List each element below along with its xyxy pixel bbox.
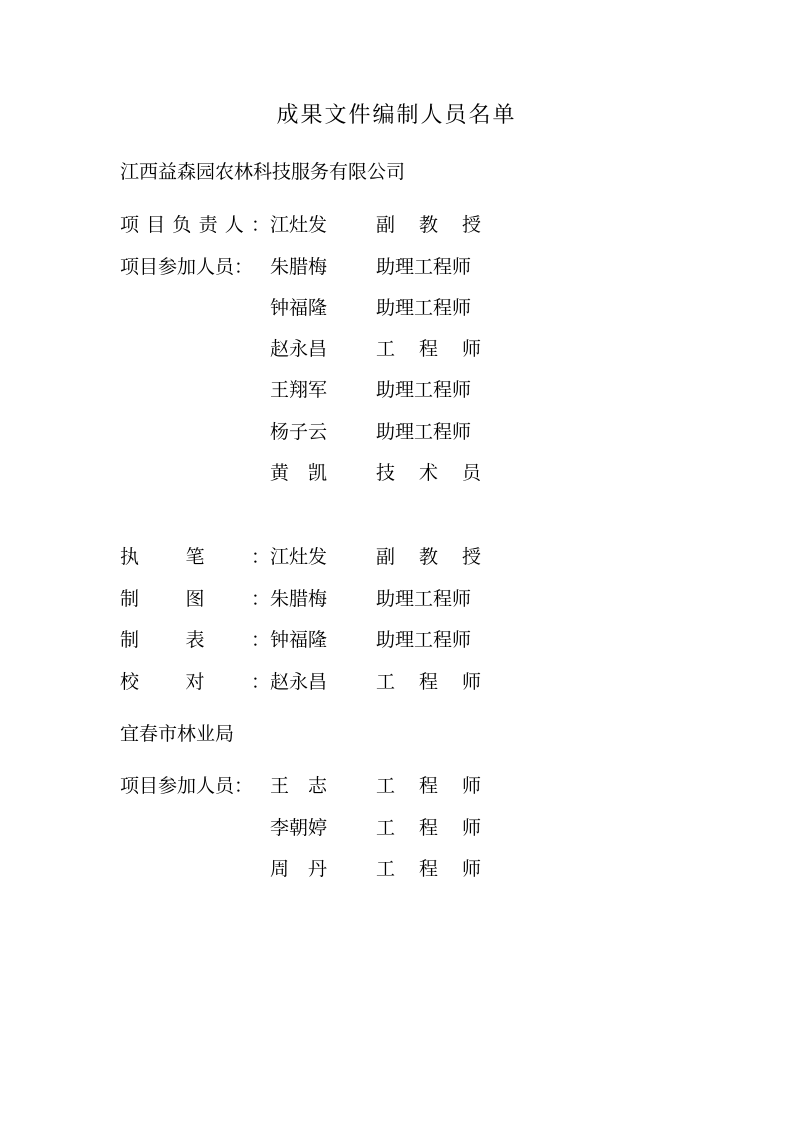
member-title: 助理工程师 xyxy=(376,421,472,443)
member-title xyxy=(376,771,482,801)
role-title xyxy=(376,667,482,697)
label-char: ： xyxy=(251,629,271,651)
label-char: 责 xyxy=(198,214,218,236)
title-char: 程 xyxy=(419,775,439,797)
label-char: 校 xyxy=(120,671,140,693)
leader-row xyxy=(120,210,600,240)
member-title xyxy=(376,813,482,843)
member-name xyxy=(270,458,360,488)
name-char: 黄 xyxy=(270,462,290,484)
title-char: 程 xyxy=(419,817,439,839)
title-char: 师 xyxy=(462,775,482,797)
member-title: 助理工程师 xyxy=(376,379,472,401)
name-char: 凯 xyxy=(308,462,328,484)
members-row xyxy=(120,293,600,323)
member-title xyxy=(376,334,482,364)
members-row xyxy=(120,417,600,447)
label-char: 制 xyxy=(120,629,140,651)
title-char: 程 xyxy=(419,338,439,360)
members-label: 项目参加人员： xyxy=(120,775,254,797)
member-name xyxy=(270,854,360,884)
role-row xyxy=(120,584,600,614)
member-name: 王翔军 xyxy=(270,379,328,401)
member-name: 李朝婷 xyxy=(270,817,328,839)
label-char: 执 xyxy=(120,546,140,568)
role-name: 江灶发 xyxy=(270,546,328,568)
member-title xyxy=(376,458,482,488)
member-title: 助理工程师 xyxy=(376,297,472,319)
role-name: 赵永昌 xyxy=(270,671,328,693)
role-name: 朱腊梅 xyxy=(270,588,328,610)
org-name-yichun: 宜春市林业局 xyxy=(120,723,235,745)
member-title: 助理工程师 xyxy=(376,256,472,278)
label-char: 人 xyxy=(224,214,244,236)
label-char: ： xyxy=(251,671,271,693)
members-label: 项目参加人员： xyxy=(120,256,254,278)
title-char: 员 xyxy=(462,462,482,484)
members-row xyxy=(120,458,600,488)
members-row xyxy=(120,813,600,843)
role-label xyxy=(120,542,270,572)
member-name: 赵永昌 xyxy=(270,338,328,360)
title-char: 副 xyxy=(376,214,396,236)
leader-label xyxy=(120,210,270,240)
title-char: 工 xyxy=(376,775,396,797)
label-char: 对 xyxy=(185,671,205,693)
label-char: 图 xyxy=(185,588,205,610)
title-char: 工 xyxy=(376,817,396,839)
label-char: 项 xyxy=(120,214,140,236)
members-row xyxy=(120,334,600,364)
name-char: 周 xyxy=(270,858,290,880)
leader-name: 江灶发 xyxy=(270,214,328,236)
label-char: ： xyxy=(251,588,271,610)
role-title xyxy=(376,542,482,572)
member-name xyxy=(270,771,360,801)
role-label xyxy=(120,667,270,697)
label-char: 笔 xyxy=(185,546,205,568)
name-char: 王 xyxy=(270,775,290,797)
title-char: 授 xyxy=(462,546,482,568)
role-title: 助理工程师 xyxy=(376,588,472,610)
title-char: 教 xyxy=(419,214,439,236)
role-row xyxy=(120,667,600,697)
title-char: 工 xyxy=(376,338,396,360)
members-row xyxy=(120,252,600,282)
role-label xyxy=(120,584,270,614)
org-name-jiangxi: 江西益森园农林科技服务有限公司 xyxy=(120,161,406,183)
title-char: 师 xyxy=(462,338,482,360)
title-char: 教 xyxy=(419,546,439,568)
title-char: 工 xyxy=(376,671,396,693)
label-char: 负 xyxy=(172,214,192,236)
role-title: 助理工程师 xyxy=(376,629,472,651)
title-char: 术 xyxy=(419,462,439,484)
member-name: 杨子云 xyxy=(270,421,328,443)
role-row xyxy=(120,542,600,572)
name-char: 志 xyxy=(308,775,328,797)
title-char: 师 xyxy=(462,858,482,880)
members-row xyxy=(120,375,600,405)
member-name: 钟福隆 xyxy=(270,297,328,319)
label-char: ： xyxy=(251,214,271,236)
title-char: 程 xyxy=(419,671,439,693)
label-char: ： xyxy=(251,546,271,568)
title-char: 程 xyxy=(419,858,439,880)
role-name: 钟福隆 xyxy=(270,629,328,651)
member-title xyxy=(376,854,482,884)
member-name: 朱腊梅 xyxy=(270,256,328,278)
label-char: 制 xyxy=(120,588,140,610)
title-char: 工 xyxy=(376,858,396,880)
label-char: 表 xyxy=(185,629,205,651)
title-char: 技 xyxy=(376,462,396,484)
title-char: 师 xyxy=(462,671,482,693)
title-char: 师 xyxy=(462,817,482,839)
title-char: 授 xyxy=(462,214,482,236)
label-char: 目 xyxy=(146,214,166,236)
leader-title xyxy=(376,210,482,240)
document-title: 成果文件编制人员名单 xyxy=(276,103,517,128)
role-row xyxy=(120,625,600,655)
name-char: 丹 xyxy=(308,858,328,880)
title-char: 副 xyxy=(376,546,396,568)
role-label xyxy=(120,625,270,655)
members-row xyxy=(120,771,600,801)
members-row xyxy=(120,854,600,884)
